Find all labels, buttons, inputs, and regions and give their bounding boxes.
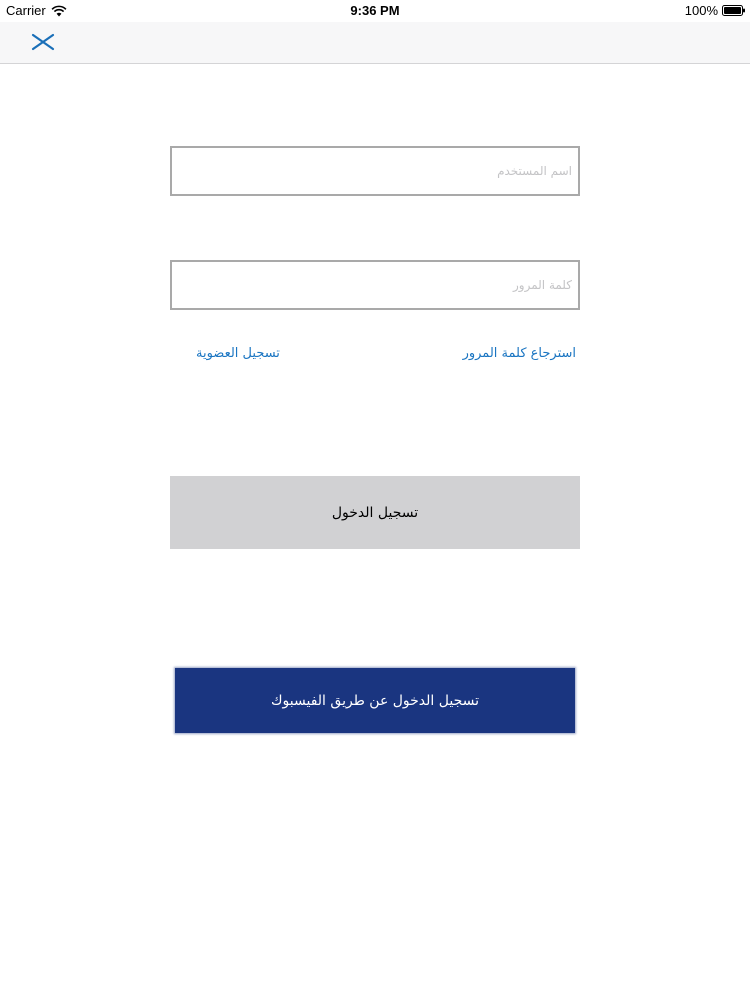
username-field-container (170, 146, 580, 196)
password-field-container (170, 260, 580, 310)
password-input[interactable] (172, 262, 578, 308)
login-button[interactable] (170, 476, 580, 549)
forgot-password-link[interactable]: استرجاع كلمة المرور (462, 346, 576, 361)
facebook-login-button[interactable] (175, 668, 575, 733)
login-button-label: تسجيل الدخول (331, 504, 419, 521)
battery-percent: 100% (684, 3, 718, 18)
navigation-bar (0, 22, 750, 64)
username-input[interactable] (172, 148, 578, 194)
carrier-label: Carrier (6, 3, 46, 18)
register-link[interactable]: تسجيل العضوية (196, 346, 280, 361)
battery-icon (722, 5, 746, 16)
close-icon[interactable] (30, 30, 56, 54)
status-time: 9:36 PM (350, 3, 400, 18)
facebook-login-label: تسجيل الدخول عن طريق الفيسبوك (271, 692, 480, 709)
status-bar (0, 0, 750, 22)
battery-indicator (685, 3, 746, 18)
